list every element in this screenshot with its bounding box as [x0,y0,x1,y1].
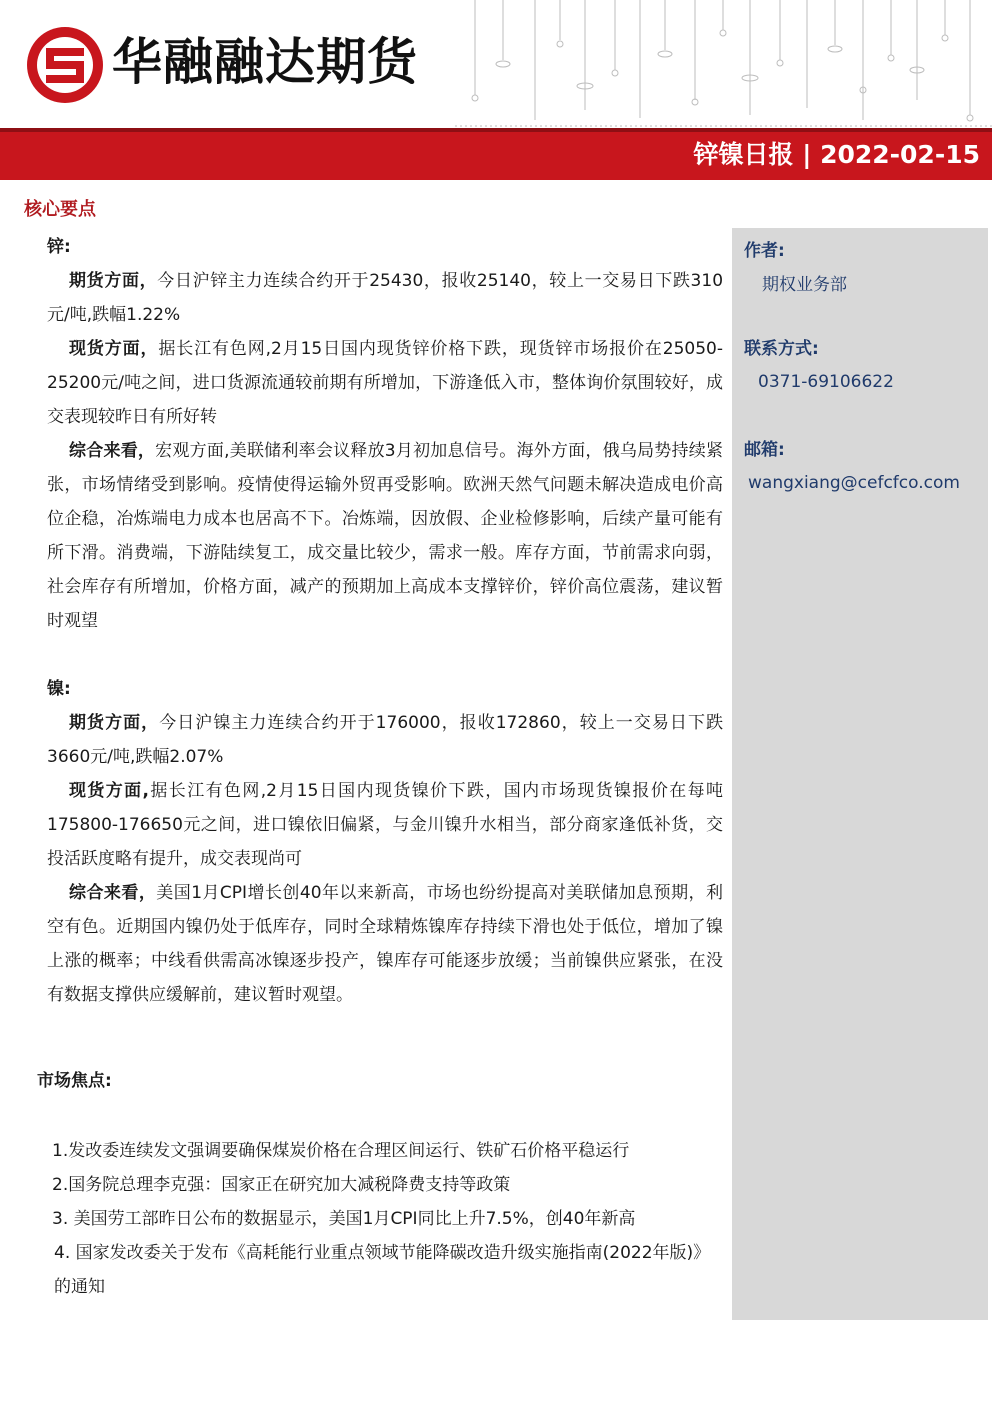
zinc-spot-paragraph [47,332,723,434]
market-focus [37,1066,727,1304]
nickel-summary-label: 综合来看， [69,883,157,903]
author-sidebar [732,228,988,1320]
zinc-summary-text: 宏观方面,美联储利率会议释放3月初加息信号。海外方面，俄乌局势持续紧张，市场情绪受到影响。疫情使得运输外贸再受影响。欧洲天然气问题未解决造成电价高位企稳，冶炼端电力成本也居高不下。冶炼端，因放假、企业检修影响，后续产量可能有所下滑。消费端，下游陆续复工，成交量比较少，需求一般。库存方面，节前需求向弱，社会库存有所增加，价格方面，减产的预期加上高成本支撑锌价，锌价高位震荡，建议暂时观望 [47,441,724,631]
nickel-summary-paragraph [47,876,723,1012]
company-logo-icon [24,24,106,106]
nickel-futures-paragraph [47,706,723,774]
nickel-summary-text: 美国1月CPI增长创40年以来新高，市场也纷纷提高对美联储加息预期，利空有色。近期国内镍仍处于低库存，同时全球精炼镍库存持续下滑也处于低位，增加了镍上涨的概率；中线看供需高冰镍逐步投产，镍库存可能逐步放缓；当前镍供应紧张，在没有数据支撑供应缓解前，建议暂时观望。 [47,883,723,1005]
zinc-futures-label: 期货方面， [69,271,158,291]
section-title: 核心要点 [24,199,96,220]
nickel-spot-paragraph [47,774,723,876]
email-value: wangxiang@cefcfco.com [748,473,960,493]
report-title: 锌镍日报 | 2022-02-15 [693,140,980,169]
decorative-lines-graphic [455,0,992,128]
contact-phone: 0371-69106622 [758,372,894,392]
page-header [0,0,992,128]
contact-label: 联系方式: [744,339,819,359]
zinc-spot-text: 据长江有色网,2月15日国内现货锌价格下跌，现货锌市场报价在25050-25200元/吨之间，进口货源流通较前期有所增加，下游逢低入市，整体询价氛围较好，成交表现较昨日有所好转 [47,339,723,427]
brand-name: 华融融达期货 [112,33,418,91]
zinc-summary-paragraph [47,434,723,638]
email-label: 邮箱: [744,440,785,460]
nickel-heading: 镍: [47,679,71,699]
author-value: 期权业务部 [762,275,847,295]
paragraph-spacer [47,638,723,672]
market-item: 4. 国家发改委关于发布《高耗能行业重点领域节能降碳改造升级实施指南(2022年版)》的通知 [54,1243,711,1297]
nickel-spot-label: 现货方面, [69,781,150,801]
market-item: 2.国务院总理李克强：国家正在研究加大减税降费支持等政策 [52,1175,511,1195]
banner-shade [0,128,992,132]
nickel-spot-text: 据长江有色网,2月15日国内现货镍价下跌，国内市场现货镍报价在每吨175800-176650元之间，进口镍依旧偏紧，与金川镍升水相当，部分商家逢低补货，交投活跃度略有提升，成交表现尚可 [47,781,723,869]
market-item: 1.发改委连续发文强调要确保煤炭价格在合理区间运行、铁矿石价格平稳运行 [52,1141,630,1161]
zinc-heading: 锌: [47,237,71,257]
market-item: 3. 美国劳工部昨日公布的数据显示，美国1月CPI同比上升7.5%，创40年新高 [52,1209,636,1229]
zinc-futures-text: 今日沪锌主力连续合约开于25430，报收25140，较上一交易日下跌310元/吨,跌幅1.22% [47,271,724,325]
zinc-futures-paragraph [47,264,723,332]
market-focus-list [37,1134,727,1304]
author-label: 作者: [744,241,785,261]
zinc-summary-label: 综合来看， [69,441,156,461]
nickel-futures-label: 期货方面， [69,713,160,733]
market-focus-title: 市场焦点: [37,1071,112,1091]
main-content [47,230,723,1012]
nickel-futures-text: 今日沪镍主力连续合约开于176000，报收172860，较上一交易日下跌3660元/吨,跌幅2.07% [47,713,723,767]
zinc-spot-label: 现货方面， [69,339,159,359]
